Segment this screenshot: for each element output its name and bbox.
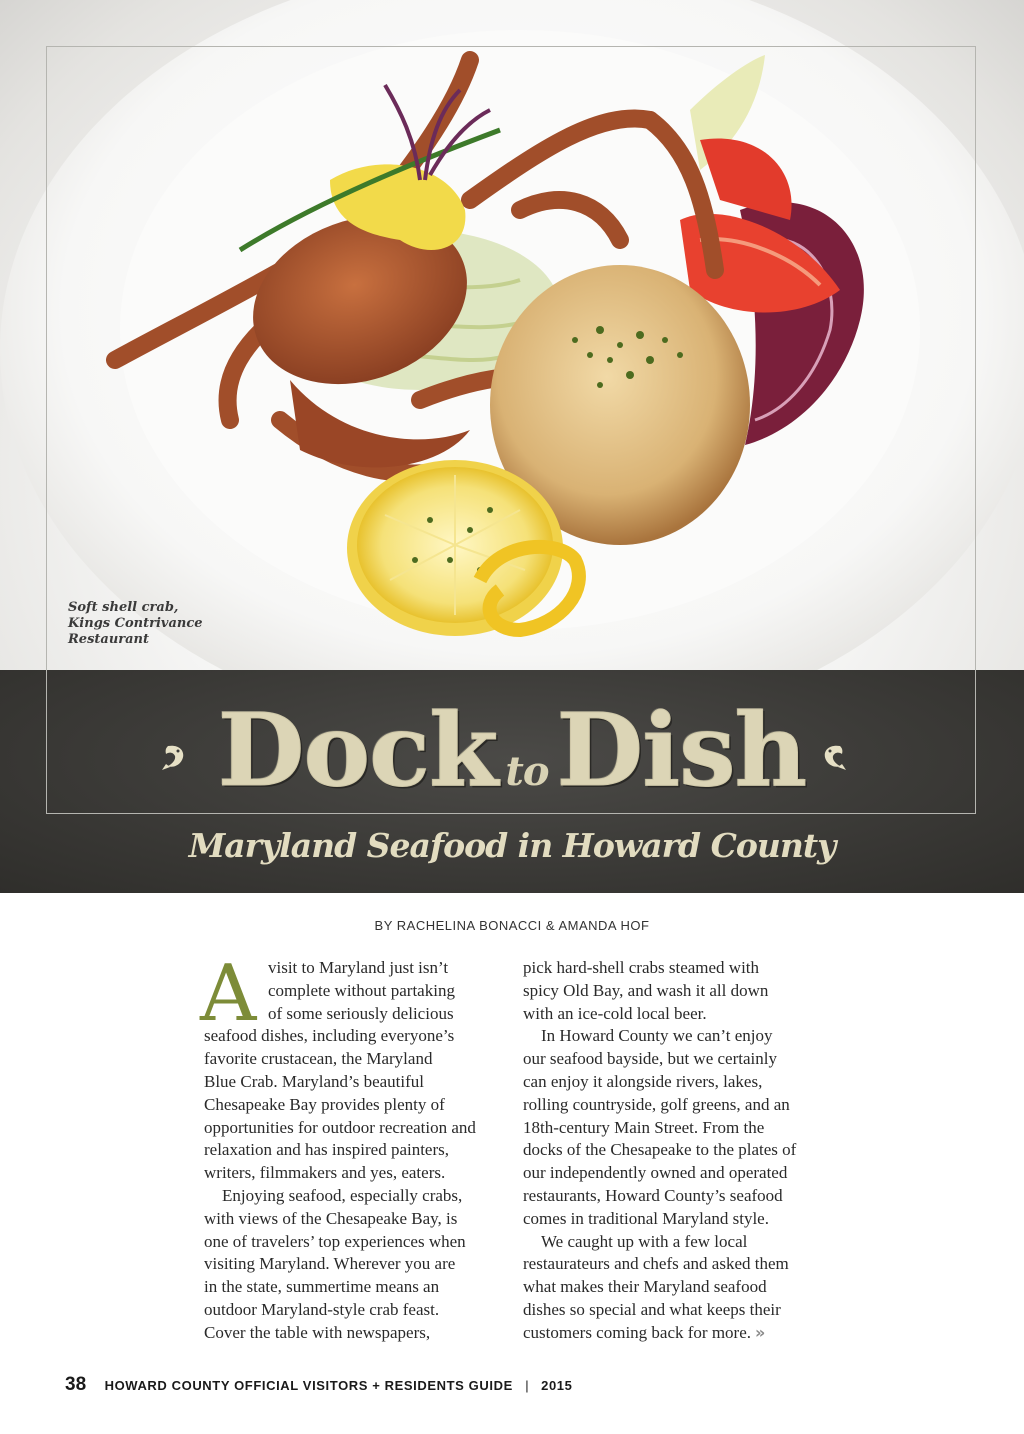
text-line: We caught up with a few local — [541, 1231, 748, 1251]
text-line: rolling countryside, golf greens, and an — [523, 1094, 790, 1114]
text-line: Enjoying seafood, especially crabs, — [222, 1185, 463, 1205]
article-column-left — [200, 949, 504, 1345]
page-footer — [65, 1374, 572, 1396]
text-line: our independently owned and operated — [523, 1163, 788, 1183]
text-line: opportunities for outdoor recreation and — [204, 1117, 476, 1137]
text-line: in the state, summertime means an — [204, 1277, 440, 1297]
publication-title: HOWARD COUNTY OFFICIAL VISITORS + RESIDENTS GUIDE — [104, 1378, 513, 1393]
text-line: with an ice-cold local beer. — [523, 1003, 707, 1023]
caption-line: Restaurant — [68, 632, 150, 647]
publication-year: 2015 — [541, 1378, 573, 1393]
text-line: dishes so special and what keeps their — [523, 1299, 781, 1319]
drop-cap: A — [200, 949, 257, 1039]
text-line: one of travelers’ top experiences when — [204, 1231, 466, 1251]
text-line: relaxation and has inspired painters, — [204, 1140, 450, 1160]
text-line: pick hard-shell crabs steamed with — [523, 958, 760, 977]
text-line: restaurateurs and chefs and asked them — [523, 1254, 789, 1274]
photo-caption — [68, 600, 203, 648]
text-line: of some seriously delicious — [268, 1003, 454, 1023]
text-line: Blue Crab. Maryland’s beautiful — [204, 1071, 425, 1091]
footer-separator: | — [525, 1378, 529, 1393]
title-word-dock: Dock — [217, 691, 498, 809]
caption-line: Kings Contrivance — [68, 616, 203, 631]
text-line: Chesapeake Bay provides plenty of — [204, 1094, 445, 1114]
article-title — [0, 690, 1024, 820]
caption-line: Soft shell crab, — [68, 600, 179, 615]
text-line: seafood dishes, including everyone’s — [204, 1026, 455, 1046]
article-subtitle: Maryland Seafood in Howard County — [188, 826, 836, 865]
title-word-dish: Dish — [556, 691, 807, 809]
text-line: Cover the table with newspapers, — [204, 1322, 431, 1342]
text-line: complete without partaking — [268, 980, 455, 1000]
text-line: writers, filmmakers and yes, eaters. — [204, 1163, 446, 1183]
text-line-last — [523, 1322, 823, 1345]
seafood-plate-illustration — [0, 0, 1024, 670]
page-number: 38 — [65, 1374, 87, 1395]
title-connector: to — [505, 748, 549, 795]
text-line: restaurants, Howard County’s seafood — [523, 1185, 783, 1205]
text-line: favorite crustacean, the Maryland — [204, 1049, 433, 1069]
text-line: customers coming back for more. — [523, 1322, 752, 1342]
byline: BY RACHELINA BONACCI & AMANDA HOF — [374, 918, 650, 933]
text-line: 18th-century Main Street. From the — [523, 1117, 765, 1137]
text-line: comes in traditional Maryland style. — [523, 1208, 769, 1228]
text-line: visit to Maryland just isn’t — [268, 958, 449, 977]
text-line: docks of the Chesapeake to the plates of — [523, 1140, 797, 1160]
text-line: with views of the Chesapeake Bay, is — [204, 1208, 458, 1228]
text-line: visiting Maryland. Wherever you are — [204, 1254, 456, 1274]
text-line: can enjoy it alongside rivers, lakes, — [523, 1071, 763, 1091]
text-line: what makes their Maryland seafood — [523, 1277, 767, 1297]
article-column-right — [523, 957, 823, 1345]
hero-photo — [0, 0, 1024, 670]
text-line: spicy Old Bay, and wash it all down — [523, 980, 769, 1000]
double-chevron-right-icon: » — [755, 1322, 766, 1342]
text-line: outdoor Maryland-style crab feast. — [204, 1299, 440, 1319]
text-line: our seafood bayside, but we certainly — [523, 1049, 777, 1069]
text-line: In Howard County we can’t enjoy — [541, 1026, 773, 1046]
